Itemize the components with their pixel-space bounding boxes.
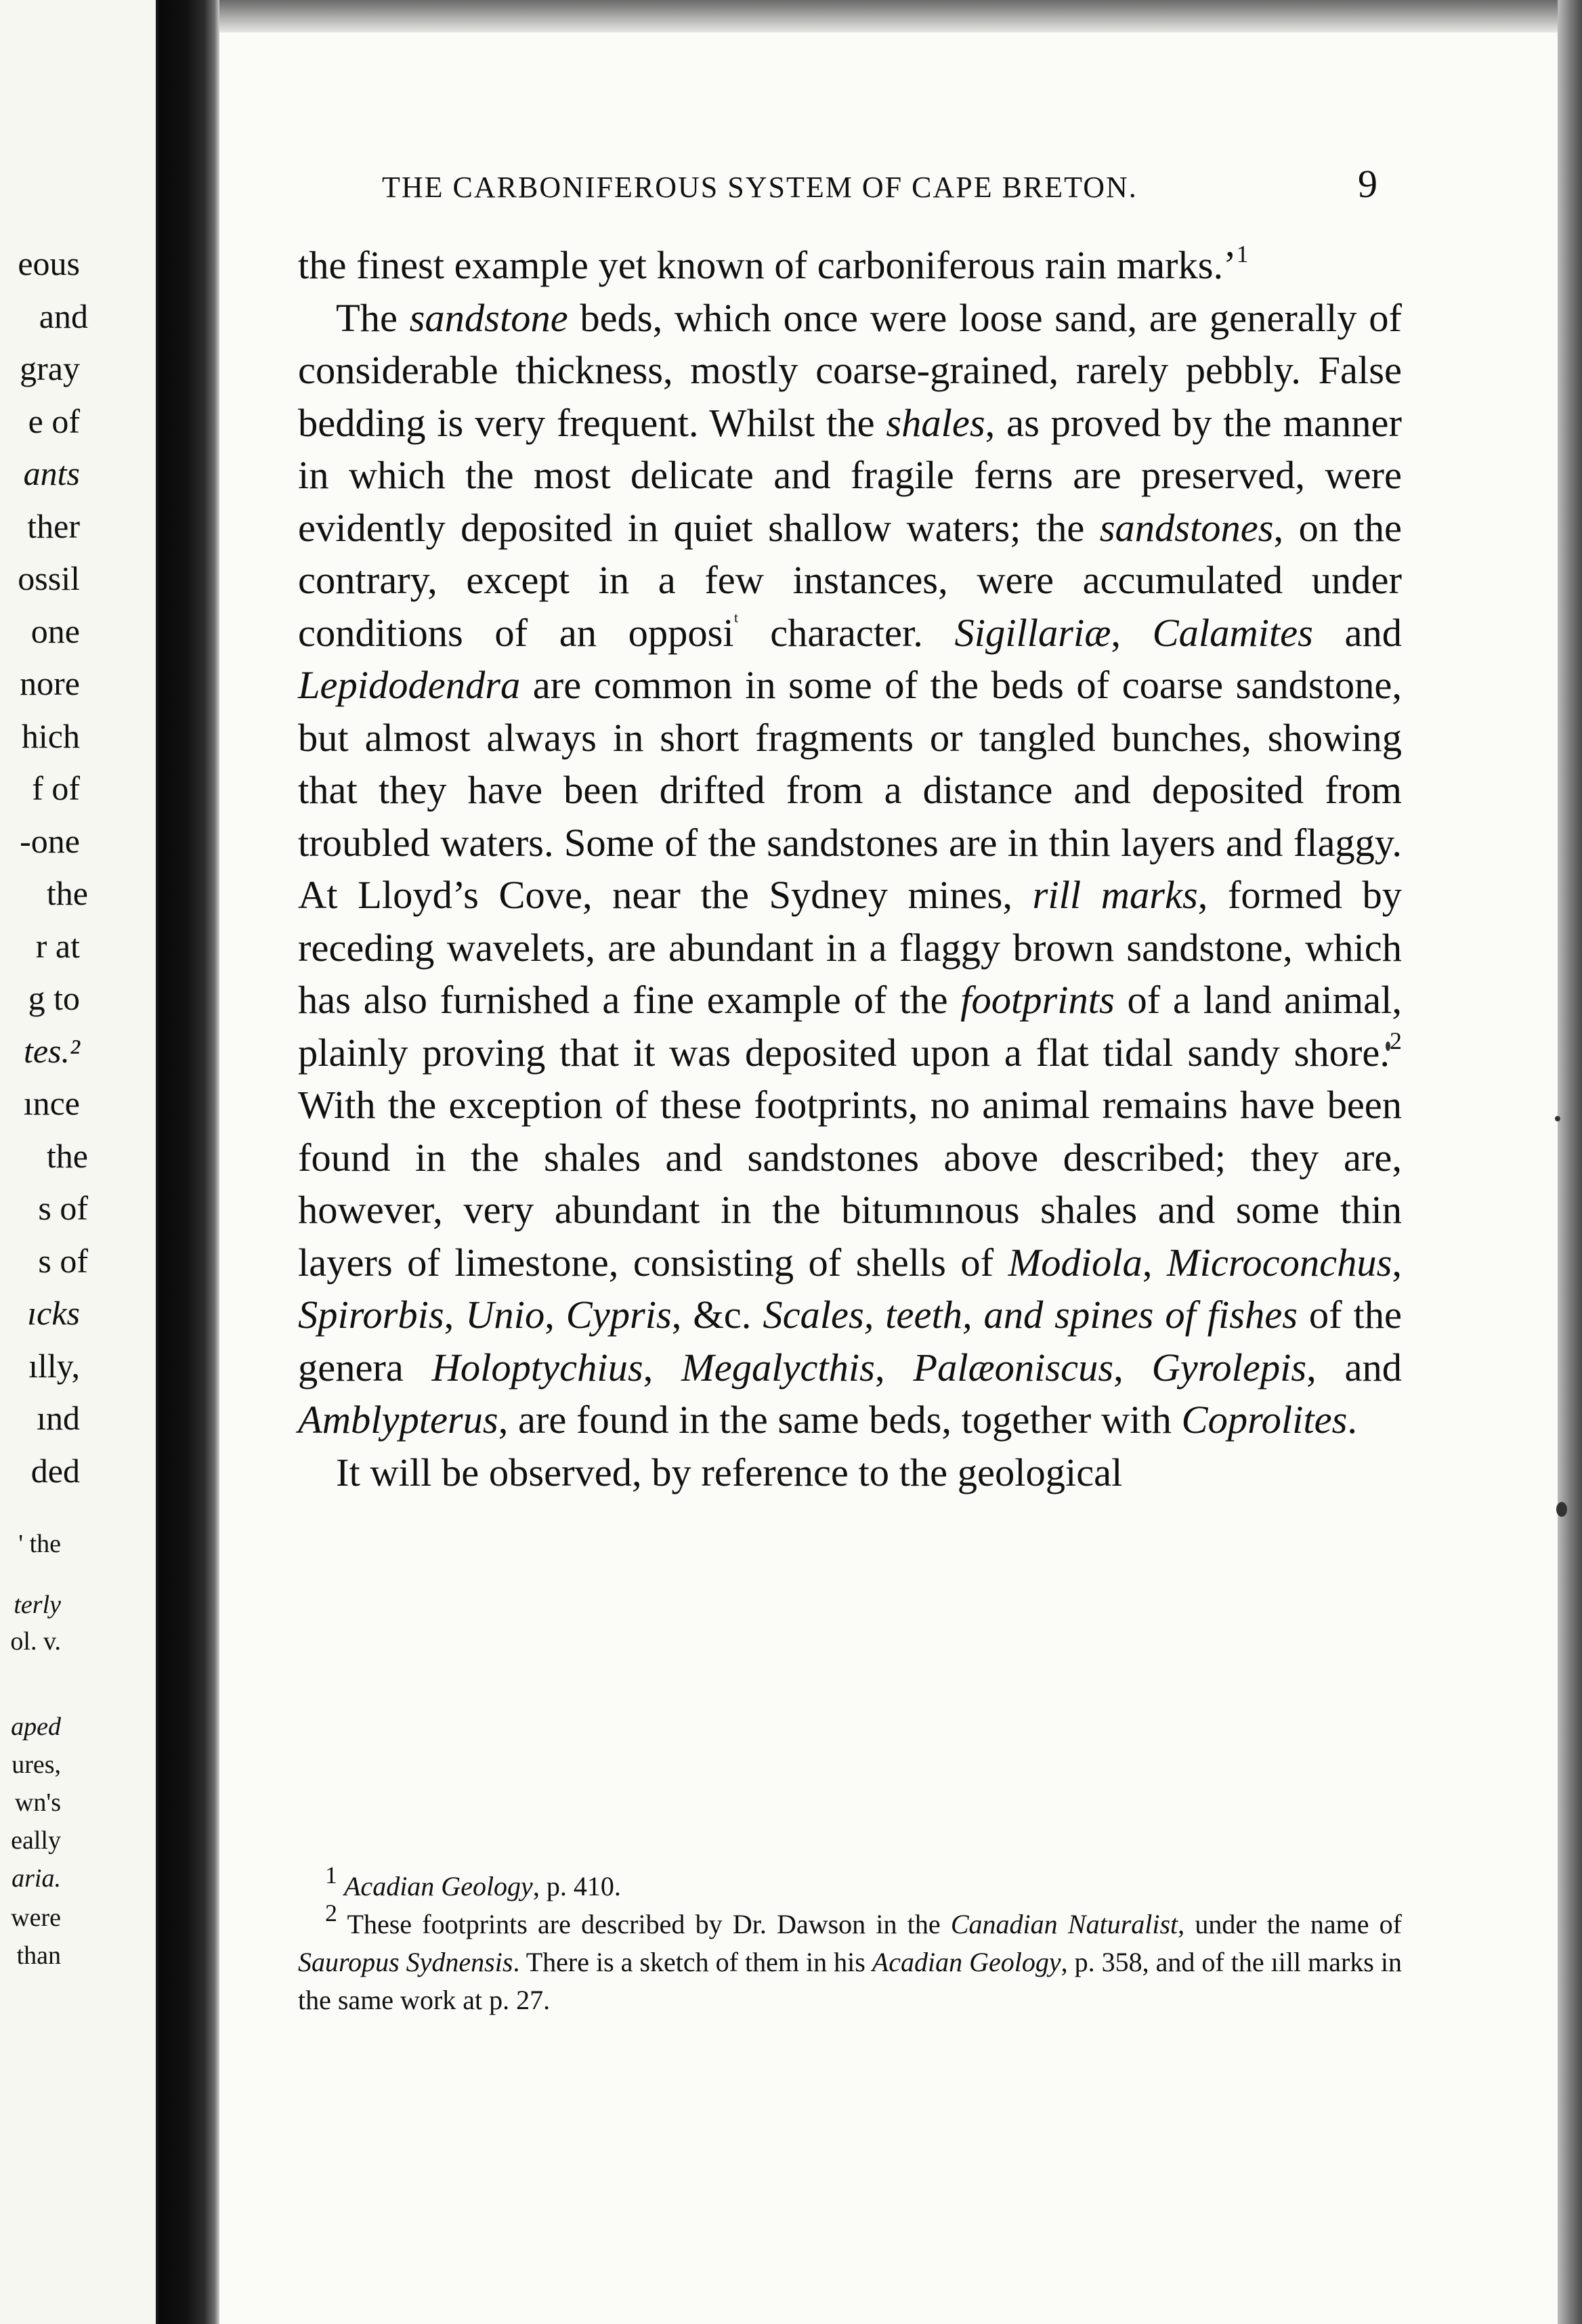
text-run: the finest example yet known of carboniferous rain marks.’ (298, 243, 1237, 287)
body-text (298, 239, 1402, 1499)
italic-term: shales (886, 400, 985, 445)
facing-page-fragment: hich (21, 716, 80, 755)
facing-page-edge (0, 0, 156, 2324)
footnote-2 (298, 1899, 1403, 2019)
text-run: , (1111, 610, 1153, 655)
italic-term: Microconchus (1166, 1240, 1392, 1285)
italic-term: Palæoniscus (913, 1345, 1114, 1390)
broken-glyph: ᵗ (733, 607, 739, 634)
text-run: , and (1306, 1345, 1402, 1390)
text-run: and (1312, 610, 1403, 655)
facing-page-footnote-fragment: were (11, 1903, 61, 1932)
italic-term: Calamites (1152, 610, 1313, 655)
facing-page-fragment: and (39, 297, 88, 335)
facing-page-footnote-fragment: than (16, 1941, 61, 1970)
text-run: The (336, 295, 410, 340)
text-run: of the genera (298, 1293, 1403, 1390)
italic-term: Megalycthis (681, 1345, 875, 1390)
book-page (219, 33, 1558, 2324)
text-run: character. (738, 610, 955, 655)
cited-title: Canadian Naturalist (950, 1909, 1178, 1939)
facing-page-fragment: s of (38, 1189, 88, 1227)
facing-page-footnote-fragment: eally (11, 1826, 61, 1855)
facing-page-fragment: the (46, 1136, 88, 1175)
italic-term: rill marks (1032, 873, 1198, 917)
facing-page-fragment: one (30, 611, 80, 650)
footnote-mark: 2 (325, 1899, 337, 1927)
text-run: nous shales and some thin layers of limestone, consisting of shells of (298, 1188, 1403, 1285)
facing-page-fragment: ıcks (27, 1294, 80, 1332)
facing-page-fragment: ther (27, 507, 80, 545)
facing-page-fragment: eous (18, 244, 80, 282)
text-run: , p. 358, and of the ıill marks in the same work at p. 27. (298, 1947, 1402, 2015)
facing-page-fragment: ossil (18, 559, 80, 597)
text-run: With the exception of these footprints, no animal remains have been found in the shales and sandstones above described; they are, however, very abundant in the bitum (298, 1083, 1402, 1232)
paragraph (298, 239, 1402, 292)
facing-page-footnote-fragment: wn's (14, 1788, 61, 1817)
italic-term: Sigillariæ (954, 610, 1111, 655)
text-run: , (1392, 1240, 1403, 1285)
facing-page-fragment: -one (20, 821, 80, 860)
italic-term: Scales, teeth, and spines of fishes (763, 1293, 1298, 1337)
text-run: beds, which once were loose sand, are generally of considerable thickness, mostly coarse-grained, rarely pebbly. False bedding is very frequent. Whilst the (298, 295, 1402, 445)
facing-page-fragment: f of (32, 769, 80, 807)
italic-term: Spirorbis (298, 1293, 444, 1337)
italic-term: Amblypterus (298, 1398, 498, 1442)
italic-term: sandstones (1099, 505, 1274, 550)
page-number: 9 (1358, 162, 1377, 206)
italic-term: sandstone (409, 295, 568, 340)
text-run: . (1347, 1398, 1358, 1442)
text-run: , (1113, 1345, 1152, 1390)
text-run: , (643, 1345, 682, 1390)
scan-artifact (1556, 1502, 1567, 1517)
facing-page-fragment: the (46, 874, 88, 912)
facing-page-fragment: nore (20, 664, 80, 702)
italic-term: Unio (465, 1293, 545, 1337)
text-run: , (1142, 1240, 1167, 1285)
footnote-reference: 1 (1236, 240, 1249, 267)
facing-page-text-fragments (0, 0, 156, 2324)
facing-page-fragment: e of (28, 402, 80, 440)
paragraph: It will be observed, by reference to the geological (336, 1450, 1123, 1494)
italic-term: Coprolites (1181, 1398, 1348, 1442)
text-run: of a land animal, plainly proving that it was deposited upon a flat tidal sandy shore. (298, 978, 1402, 1075)
text-run: , are found in the same beds, together with (498, 1398, 1182, 1442)
text-run: . There is a sketch of them in his (513, 1947, 872, 1977)
italic-term: footprints (960, 978, 1115, 1022)
facing-page-fragment: g to (28, 979, 80, 1017)
facing-page-footnote-fragment: aped (11, 1713, 61, 1741)
facing-page-fragment: gray (20, 349, 80, 387)
paragraph (298, 292, 1402, 1446)
broken-glyph: ı (933, 1188, 945, 1232)
italic-term: Cypris (565, 1293, 672, 1337)
text-run: , (544, 1293, 566, 1337)
right-page-edge-shadow (1558, 0, 1582, 2324)
facing-page-footnote-fragment: ' the (18, 1530, 61, 1558)
footnotes (298, 1861, 1403, 2019)
facing-page-footnote-fragment: ures, (12, 1750, 61, 1779)
footnote-1 (298, 1861, 1402, 1906)
italic-term: Lepidodendra (298, 663, 521, 707)
text-run: , (874, 1345, 914, 1390)
text-run: , &c. (671, 1293, 763, 1337)
text-run: are common in some of the beds of coarse sandstone, but almost always in short fragments or tangled bunches, showing that they have been drifted from a distance and deposited from troubled waters. Some of the sandstones are in thin layers and flaggy. At Lloyd’s Cove, near the Sydney mines, (298, 663, 1402, 917)
facing-page-footnote-fragment: ol. v. (10, 1627, 61, 1656)
species-name: Sauropus Sydnensis (298, 1947, 513, 1977)
italic-term: Modiola (1008, 1240, 1142, 1285)
header-title: THE CARBONIFEROUS SYSTEM OF CAPE BRETON. (382, 171, 1138, 204)
facing-page-fragment: tes.² (23, 1031, 80, 1070)
italic-term: Holoptychius (431, 1345, 643, 1390)
footnote-mark: 1 (325, 1861, 337, 1889)
text-run: , p. 410. (532, 1871, 621, 1901)
facing-page-fragment: ants (23, 454, 80, 492)
top-page-edge-shadow (219, 0, 1558, 33)
cited-title: Acadian Geology (872, 1947, 1061, 1977)
text-run: These footprints are described by Dr. Dawson in the (337, 1909, 951, 1939)
facing-page-footnote-fragment: aria. (12, 1864, 61, 1893)
text-run: , on the contrary, except in a few instances, were accumulated under conditions of an opposi (298, 505, 1403, 655)
facing-page-footnote-fragment: terly (14, 1591, 61, 1619)
facing-page-fragment: s of (38, 1241, 88, 1280)
text-run: , (444, 1293, 466, 1337)
book-gutter-shadow (158, 0, 219, 2324)
facing-page-fragment: ınce (23, 1084, 80, 1122)
facing-page-fragment: ded (30, 1451, 80, 1490)
text-run: , as proved by the manner in which the most delicate and fragile ferns are preserved, were evidently deposited in quiet shallow waters; the (298, 400, 1403, 550)
cited-title: Acadian Geology (344, 1871, 533, 1901)
facing-page-fragment: ılly, (28, 1346, 80, 1385)
facing-page-fragment: r at (35, 926, 80, 965)
footnote-reference: 2 (1390, 1027, 1402, 1054)
running-header (382, 161, 1377, 207)
text-run: , under the name of (1178, 1909, 1403, 1939)
text-run: , formed by receding wavelets, are abundant in a flaggy brown sandstone, which has also furnished a fine example of the (298, 873, 1402, 1022)
facing-page-fragment: ınd (37, 1399, 80, 1437)
italic-term: Gyrolepis (1151, 1345, 1307, 1390)
